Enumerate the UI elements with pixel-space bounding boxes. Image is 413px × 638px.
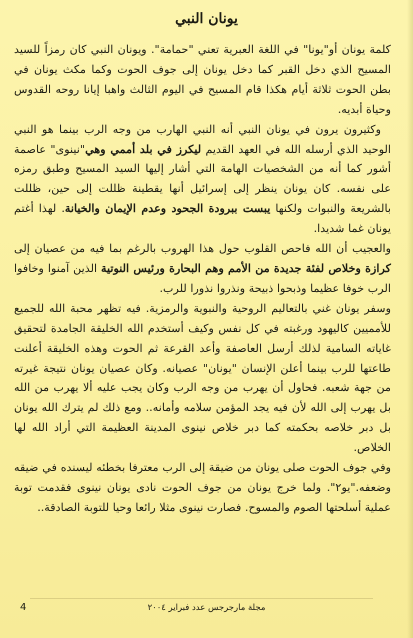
article-paragraph xyxy=(14,299,391,458)
footer-source: مجلة مارجرجس عدد فبراير ٢٠٠٤ xyxy=(147,603,266,613)
emphasized-text: كرازة وخلاص لفئة جديدة من الأمم وهم البحارة ورئيس النوتية xyxy=(100,260,392,275)
paragraph-text: وكثيرون يرون في يونان النبي أنه النبي الهارب من وجه الرب بينما هو النبي الوحيد الذي أرسله الله في العهد القديم xyxy=(14,122,391,156)
emphasized-text: يبست ببرودة الجحود وعدم الإيمان والخيانة xyxy=(64,201,271,216)
article-paragraph xyxy=(14,458,391,518)
page-number: 4 xyxy=(20,602,27,613)
paragraph-text: والعجيب أن الله فاحص القلوب حول هذا الهروب بالرغم بما فيه من عصيان إلى xyxy=(14,242,391,256)
page-edge-shadow xyxy=(407,0,413,638)
paragraph-text: "نينوى" عاصمة أشور كما أنه من الشخصيات الهامة التي أشار إليها السيد المسيح وطبق رمزه على نفسه. كان يونان ينظر إلى إسرائيل أنها يقطينة ظللت إلى حين، ظللت بالشريعة والنبوات ولكنها xyxy=(14,142,391,216)
paragraph-text: الذين آمنوا وخافوا الرب خوفا عظيما وذبحوا ذبيحة ونذروا نذورا للرب. xyxy=(14,261,391,295)
article-title: يونان النبي xyxy=(175,11,238,27)
footer-divider xyxy=(30,598,373,599)
paragraph-text: كلمة يونان أو"يونا" في اللغة العبرية تعني "حمامة". ويونان النبي كان رمزاً للسيد المسيح الذي دخل القبر كما دخل يونان إلى جوف الحوت وكما مكث يونان في بطن الحوت ثلاثة أيام هكذا قام المسيح في اليوم الثالث واهبا إيانا روحه القدوس وحياة أبديه. xyxy=(14,43,391,116)
emphasized-text: ليكرز في بلد أممي وهي xyxy=(85,141,202,156)
paragraph-text: وفي جوف الحوت صلى يونان من ضيقة إلى الرب معترفا بخطئه ليسنده في ضيقه وضعفه."يو٢". ولما خرج يونان من جوف الحوت نادى يونان نينوى فقدمت توبة عملية أسلحتها الصوم والمسوح. فصارت نينوى مثلا رائعا وحيا للتوبة الصادقة.. xyxy=(14,461,391,514)
article-paragraph xyxy=(14,239,391,299)
article-body xyxy=(14,40,391,518)
article-paragraph xyxy=(14,120,391,239)
article-paragraph xyxy=(14,40,391,120)
paragraph-text: وسفر يونان غني بالتعاليم الروحية والنبوية والرمزية. فيه تظهر محبة الله للجميع للأمميين كاليهود ورغبته في كل نفس وكيف أستخدم الله الخليقة الجامدة لتحقيق غاياته السامية لذلك أرسل العاصفة وأعد القرعة ثم الحوت وهذه الخليقة أعلنت طاعتها للرب بينما أعلن الإنسان "يونان" عصيانه. وكان عصيان يونان نتيجة غيرته من جهة شعبه. فحاول أن يهرب من وجه الرب وكان يجب عليه ألا يهرب من الله بل يهرب إلى الله لأن فيه يجد المؤمن سلامه وأمانه.. ومع ذلك لم يترك الله يونان بل دبر خلاصه بحكمته كما دبر خلاص نينوى المدينة العظيمة التي أراد الله لها الخلاص. xyxy=(14,301,391,455)
paragraph-text: . لهذا أغتم يونان غما شديدا. xyxy=(14,202,391,236)
